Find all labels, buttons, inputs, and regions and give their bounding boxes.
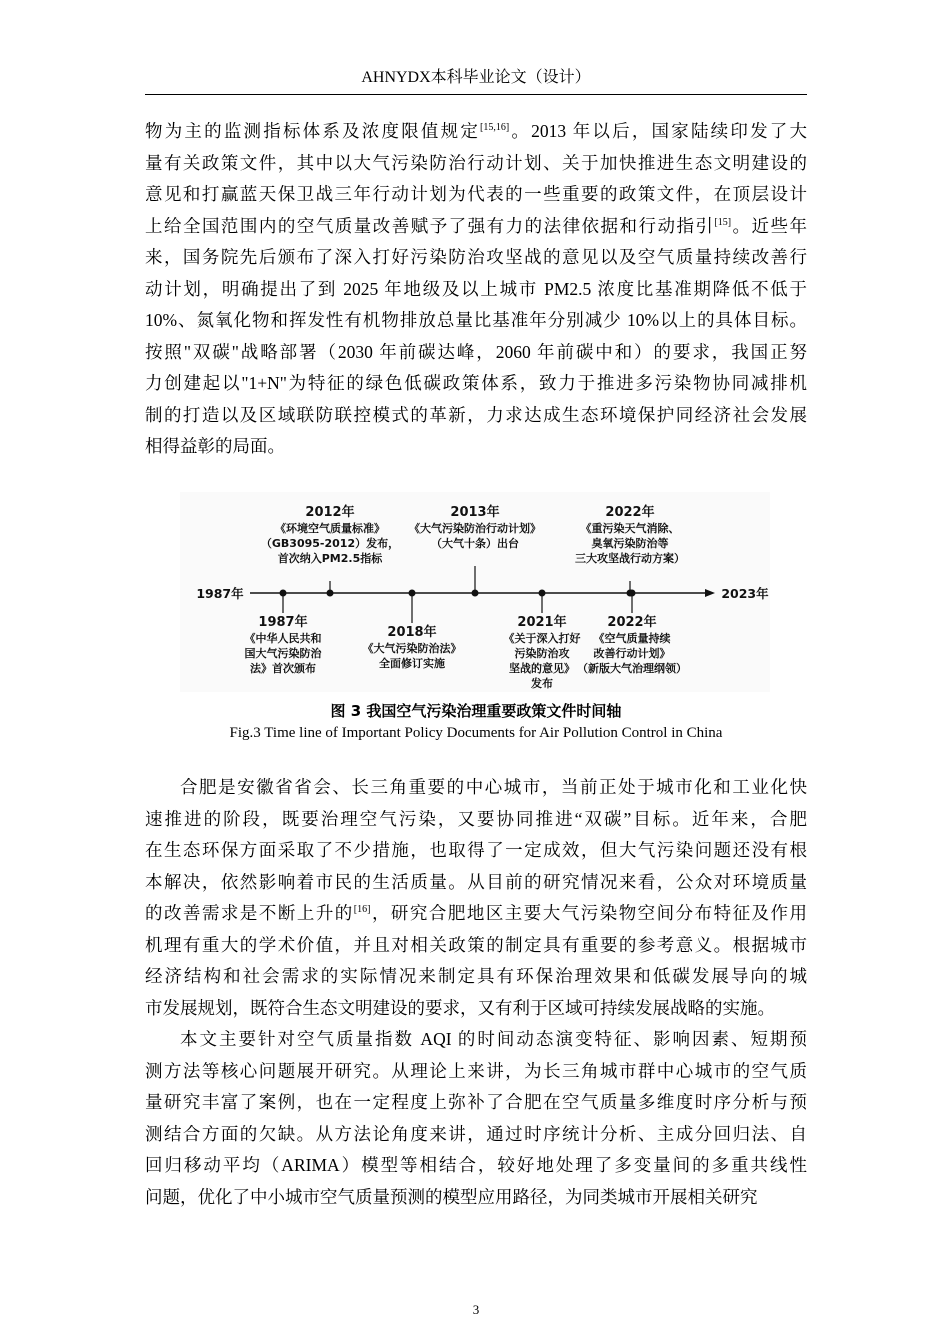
event-text: 《大气污染防治法》: [362, 642, 462, 655]
event-text: （新版大气治理纲领）: [577, 662, 687, 675]
event-text: （GB3095-2012）发布，: [260, 537, 400, 550]
text-line: 动计划，明确提出了到 2025 年地级及以上城市 PM2.5 浓度比基准期降低不低于: [145, 278, 807, 299]
policy-timeline-figure: [180, 492, 770, 692]
event-text: 《中华人民共和: [244, 632, 322, 645]
text-line: 相得益彰的局面。: [145, 436, 285, 456]
text-line: 本文主要针对空气质量指数 AQI 的时间动态演变特征、影响因素、短期预: [180, 1029, 807, 1049]
text-line: 量有关政策文件，其中以大气污染防治行动计划、关于加快推进生态文明建设的: [145, 152, 807, 173]
text-line: 速推进的阶段，既要治理空气污染，又要协同推进“双碳”目标。近年来，合肥: [145, 808, 807, 829]
event-text: （大气十条）出台: [431, 537, 519, 550]
text-line: 的改善需求是不断上升的[16]，研究合肥地区主要大气污染物空间分布特征及作用: [145, 903, 808, 923]
page-header: AHNYDX本科毕业论文（设计）: [361, 69, 591, 86]
citation-ref: [15,16]: [480, 122, 510, 133]
event-text: 污染防治攻: [514, 647, 570, 660]
timeline-diagram: [180, 492, 770, 692]
event-year: 2012年: [305, 505, 355, 520]
event-year: 1987年: [258, 615, 308, 630]
event-marker: [539, 590, 546, 597]
text-line: 市发展规划，既符合生态文明建设的要求，又有利于区域可持续发展战略的实施。: [145, 997, 775, 1018]
event-text: 《关于深入打好: [503, 632, 581, 645]
event-text: 全面修订实施: [379, 657, 445, 670]
citation-ref: [16]: [353, 904, 371, 915]
text-line: 本解决，依然影响着市民的生活质量。从目前的研究情况来看，公众对环境质量: [145, 871, 807, 892]
text-line: 制的打造以及区域联防联控模式的革新，力求达成生态环境保护同经济社会发展: [145, 404, 807, 425]
text-line: 经济结构和社会需求的实际情况来制定具有环保治理效果和低碳发展导向的城: [145, 966, 807, 986]
text-line: 合肥是安徽省省会、长三角重要的中心城市，当前正处于城市化和工业化快: [180, 777, 807, 797]
text-line: 上给全国范围内的空气质量改善赋予了强有力的法律依据和行动指引[15]。近些年: [145, 215, 807, 236]
text-line: 在生态环保方面采取了不少措施，也取得了一定成效，但大气污染问题还没有根: [145, 840, 807, 860]
timeline-start-label: 1987年: [196, 586, 244, 601]
timeline-end-label: 2023年: [721, 586, 769, 601]
text-line: 来，国务院先后颁布了深入打好污染防治攻坚战的意见以及空气质量持续改善行: [145, 247, 807, 267]
text-line: 物为主的监测指标体系及浓度限值规定[15,16]。2013 年以后，国家陆续印发了大: [145, 121, 808, 141]
event-marker: [409, 590, 416, 597]
event-year: 2013年: [450, 505, 500, 520]
event-year: 2022年: [607, 615, 657, 630]
event-year: 2018年: [387, 625, 437, 640]
event-text: 《重污染天气消除、: [580, 522, 680, 535]
text-line: 10%、氮氧化物和挥发性有机物排放总量比基准年分别减少 10%以上的具体目标。: [145, 310, 807, 330]
text-line: 意见和打赢蓝天保卫战三年行动计划为代表的一些重要的政策文件，在顶层设计: [145, 184, 807, 204]
event-marker: [472, 590, 479, 597]
event-marker: [280, 590, 287, 597]
figure-caption-cn: 图 3 我国空气污染治理重要政策文件时间轴: [330, 702, 622, 720]
event-text: 首次纳入PM2.5指标: [277, 552, 383, 565]
event-text: 法》首次颁布: [250, 662, 316, 675]
event-text: 改善行动计划》: [593, 647, 671, 660]
text-line: 力创建起以"1+N"为特征的绿色低碳政策体系，致力于推进多污染物协同减排机: [145, 373, 807, 393]
text-line: 量研究丰富了案例，也在一定程度上弥补了合肥在空气质量多维度时序分析与预: [145, 1092, 807, 1112]
event-year: 2021年: [517, 615, 567, 630]
event-text: 发布: [531, 677, 553, 690]
text-line: 机理有重大的学术价值，并且对相关政策的制定具有重要的参考意义。根据城市: [145, 934, 807, 955]
figure-caption-en: Fig.3 Time line of Important Policy Documents for Air Pollution Control in China: [229, 725, 723, 741]
event-year: 2022年: [605, 505, 655, 520]
event-text: 臭氧污染防治等: [591, 537, 669, 550]
page-number: 3: [472, 1302, 480, 1317]
text-line: 问题，优化了中小城市空气质量预测的模型应用路径，为同类城市开展相关研究: [145, 1186, 758, 1207]
event-text: 坚战的意见》: [509, 662, 575, 675]
event-text: 国大气污染防治: [244, 647, 322, 660]
event-text: 三大攻坚战行动方案）: [575, 552, 685, 565]
event-text: 《空气质量持续: [593, 632, 671, 645]
text-line: 测结合方面的欠缺。从方法论角度来讲，通过时序统计分析、主成分回归法、自: [145, 1123, 807, 1144]
event-text: 《环境空气质量标准》: [275, 522, 385, 535]
text-line: 回归移动平均（ARIMA）模型等相结合，较好地处理了多变量间的多重共线性: [145, 1155, 807, 1175]
citation-ref: [15]: [714, 216, 732, 228]
event-text: 《大气污染防治行动计划》: [409, 522, 541, 535]
text-line: 按照"双碳"战略部署（2030 年前碳达峰，2060 年前碳中和）的要求，我国正努: [145, 341, 807, 362]
event-marker: [629, 590, 636, 597]
text-line: 测方法等核心问题展开研究。从理论上来讲，为长三角城市群中心城市的空气质: [145, 1060, 807, 1081]
event-marker: [327, 590, 334, 597]
header-divider: [145, 94, 807, 95]
